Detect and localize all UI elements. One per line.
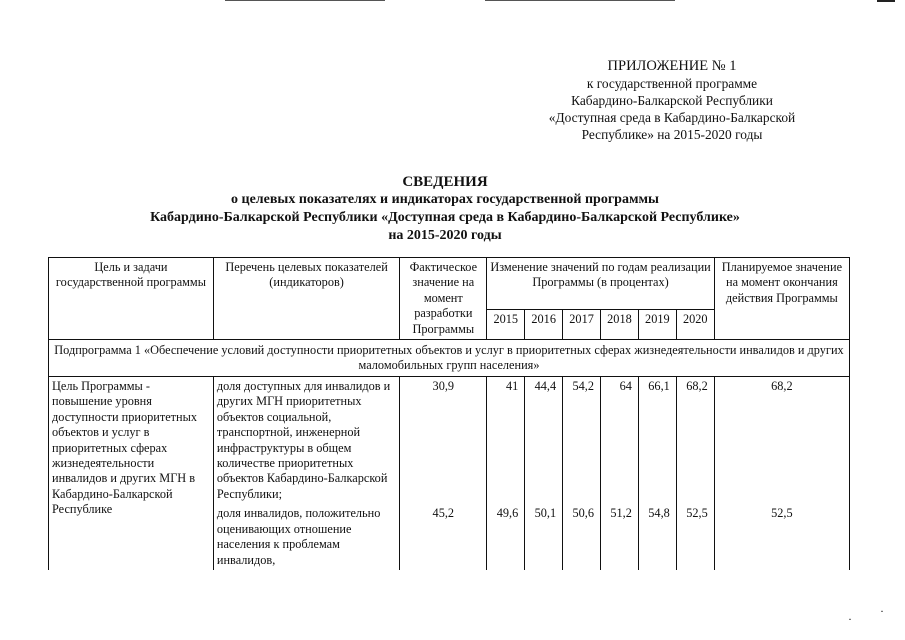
year-value: 50,1 <box>525 504 563 570</box>
indicators-table <box>48 257 850 570</box>
year-value: 51,2 <box>601 504 639 570</box>
year-header: 2018 <box>601 310 639 340</box>
header-planned: Планируемое значение на момент окончания действия Программы <box>714 258 849 340</box>
title-line: о целевых показателях и индикаторах государственной программы <box>231 192 659 207</box>
year-value: 50,6 <box>563 504 601 570</box>
scan-line-top-left <box>225 0 385 1</box>
scan-speck: · <box>880 604 884 618</box>
year-value: 44,4 <box>525 377 563 505</box>
header-row <box>49 258 850 310</box>
table-row <box>49 377 850 505</box>
year-value: 68,2 <box>676 377 714 505</box>
year-value: 64 <box>601 377 639 505</box>
scan-line-top-right <box>485 0 675 1</box>
actual-value: 45,2 <box>400 504 487 570</box>
actual-value: 30,9 <box>400 377 487 505</box>
subprogram-row <box>49 340 850 377</box>
subprogram-title: Подпрограмма 1 «Обеспечение условий доступности приоритетных объектов и услуг в приоритетных сферах жизнедеятельности инвалидов и других маломобильных групп населения» <box>49 340 850 377</box>
scan-corner-mark <box>877 0 895 2</box>
planned-value: 52,5 <box>714 504 849 570</box>
scan-speck: · <box>848 612 852 626</box>
header-indicators: Перечень целевых показателей (индикаторов) <box>213 258 399 340</box>
title-line: на 2015-2020 годы <box>388 228 502 243</box>
annex-number: ПРИЛОЖЕНИЕ № 1 <box>607 58 737 74</box>
indicator-cell: доля доступных для инвалидов и других МГН приоритетных объектов социальной, транспортной, инженерной инфраструктуры в общем количестве приоритетных объектов Кабардино-Балкарской Республики; <box>213 377 399 505</box>
annex-line: Кабардино-Балкарской Республики <box>571 93 773 108</box>
year-value: 54,8 <box>638 504 676 570</box>
year-header: 2017 <box>563 310 601 340</box>
document-title <box>60 173 830 245</box>
title-main: СВЕДЕНИЯ <box>402 174 488 190</box>
year-value: 54,2 <box>563 377 601 505</box>
year-header: 2019 <box>638 310 676 340</box>
header-goal: Цель и задачи государственной программы <box>49 258 214 340</box>
year-value: 49,6 <box>487 504 525 570</box>
title-line: Кабардино-Балкарской Республики «Доступная среда в Кабардино-Балкарской Республике» <box>150 210 740 225</box>
indicator-cell: доля инвалидов, положительно оценивающих отношение населения к проблемам инвалидов, <box>213 504 399 570</box>
annex-header <box>507 58 837 143</box>
year-value: 41 <box>487 377 525 505</box>
year-header: 2015 <box>487 310 525 340</box>
header-actual: Фактическое значение на момент разработки Программы <box>400 258 487 340</box>
annex-line: к государственной программе <box>586 76 758 91</box>
goal-cell: Цель Программы - повышение уровня доступности приоритетных объектов и услуг в приоритетных сферах жизнедеятельности инвалидов и других МГН в Кабардино-Балкарской Республике <box>49 377 214 570</box>
year-header: 2016 <box>525 310 563 340</box>
year-header: 2020 <box>676 310 714 340</box>
annex-line: «Доступная среда в Кабардино-Балкарской <box>548 110 796 125</box>
annex-line: Республике» на 2015-2020 годы <box>581 127 763 142</box>
year-value: 66,1 <box>638 377 676 505</box>
year-value: 52,5 <box>676 504 714 570</box>
header-changes: Изменение значений по годам реализации Программы (в процентах) <box>487 258 714 310</box>
planned-value: 68,2 <box>714 377 849 505</box>
